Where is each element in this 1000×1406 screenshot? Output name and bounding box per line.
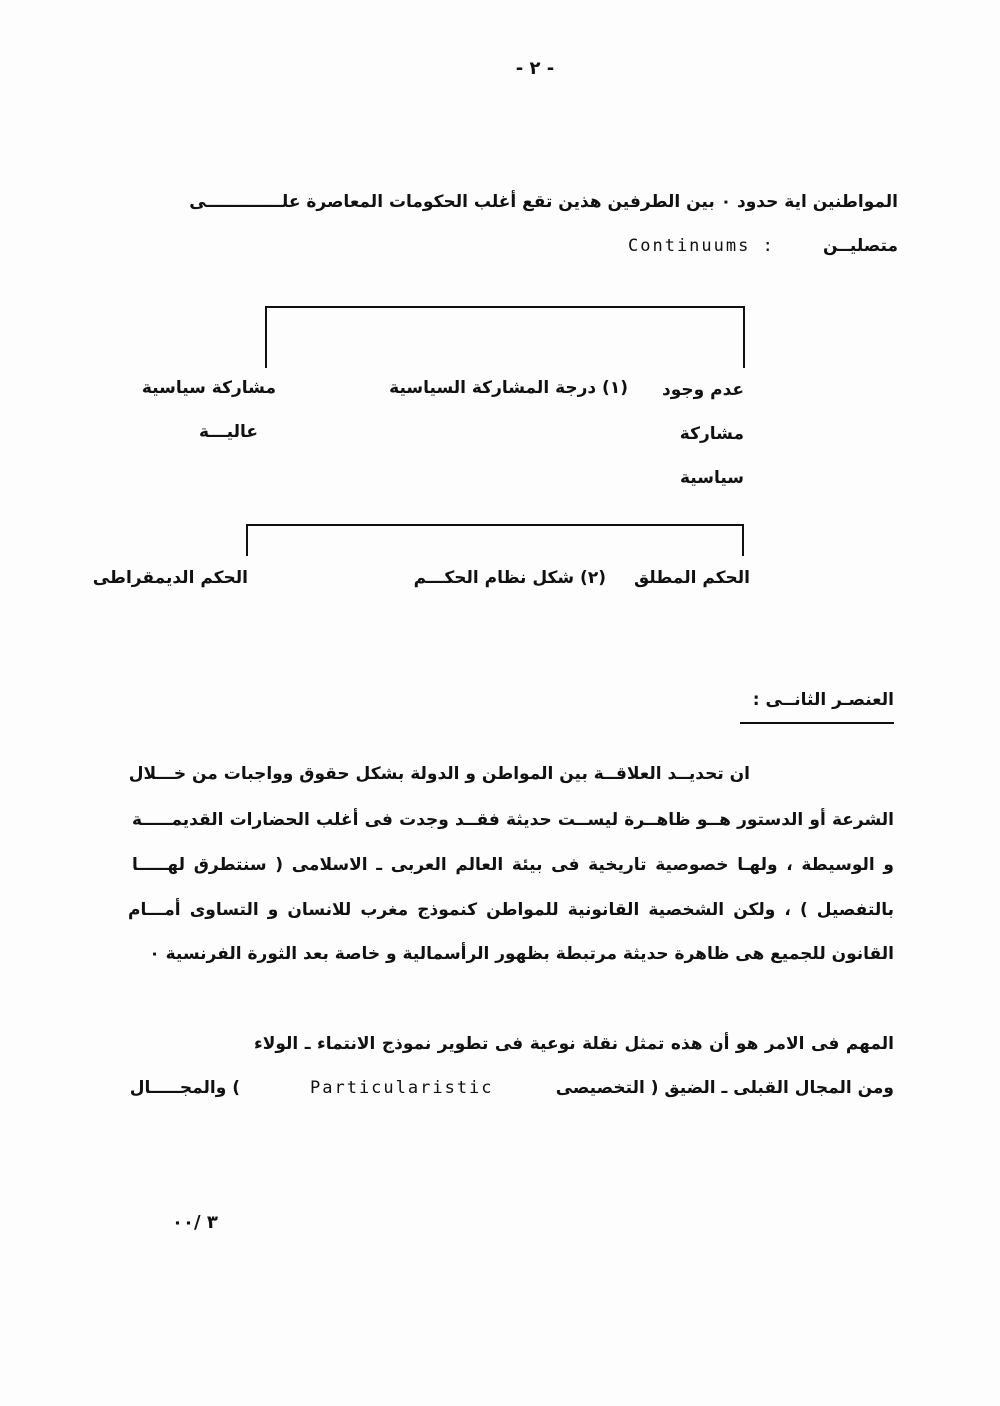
paragraph-2-line-2-start: ومن المجال القبلى ـ الضيق ( التخصيصى xyxy=(555,1078,894,1098)
footer-reference: ٣ /٠٠ xyxy=(172,1212,218,1233)
continuum-1-left-label: مشاركة سياسية xyxy=(141,378,276,398)
paragraph-2-line-2-english: Particularistic xyxy=(310,1078,494,1098)
continuum-1-bracket xyxy=(265,306,745,368)
paragraph-1-line-1: ان تحديــد العلاقــة بين المواطن و الدولة بشكل حقوق وواجبات من خـــلال xyxy=(128,764,750,784)
continuum-2-title: (٢) شكل نظام الحكـــم xyxy=(413,568,606,588)
page-number: - ٢ - xyxy=(515,58,555,79)
continuum-1-left-label-2: عاليـــة xyxy=(198,422,258,442)
intro-line-2-arabic: متصليــن xyxy=(822,236,898,256)
continuum-1-title: (١) درجة المشاركة السياسية xyxy=(389,378,628,398)
section-heading: العنصـر الثانــى : xyxy=(752,690,894,710)
paragraph-1-line-3: و الوسيطة ، ولهـا خصوصية تاريخية فى بيئة العالم العربى ـ الاسلامى ( سنتطرق لهـــــا xyxy=(132,855,894,875)
paragraph-1-line-4: بالتفصيل ) ، ولكن الشخصية القانونية للمواطن كنموذج مغرب للانسان و التساوى أمـــام xyxy=(128,900,894,920)
paragraph-1-line-5: القانون للجميع هى ظاهرة حديثة مرتبطة بظهور الرأسمالية و خاصة بعد الثورة الفرنسية ٠ xyxy=(149,944,894,964)
continuum-1-right-label: عدم وجود xyxy=(661,380,744,400)
paragraph-2-line-2-end: ) والمجـــــال xyxy=(129,1078,240,1098)
section-heading-underline xyxy=(740,722,894,724)
paragraph-1-line-2: الشرعة أو الدستور هــو ظاهــرة ليســت حديثة فقــد وجدت فى أغلب الحضارات القديمـــــة xyxy=(132,810,894,830)
continuum-1-right-label-2: مشاركة xyxy=(679,424,744,444)
intro-line-1: المواطنين اية حدود ٠ بين الطرفين هذين تقع أغلب الحكومات المعاصرة علـــــــــــــى xyxy=(189,192,898,212)
continuum-2-right-label: الحكم المطلق xyxy=(633,568,750,588)
continuum-1-right-label-3: سياسية xyxy=(679,468,744,488)
continuum-2-left-label: الحكم الديمقراطى xyxy=(92,568,248,588)
continuum-2-bracket xyxy=(246,524,744,556)
paragraph-2-line-1: المهم فى الامر هو أن هذه تمثل نقلة نوعية فى تطوير نموذج الانتماء ـ الولاء xyxy=(254,1034,894,1054)
intro-line-2-english: Continuums : xyxy=(628,236,775,256)
